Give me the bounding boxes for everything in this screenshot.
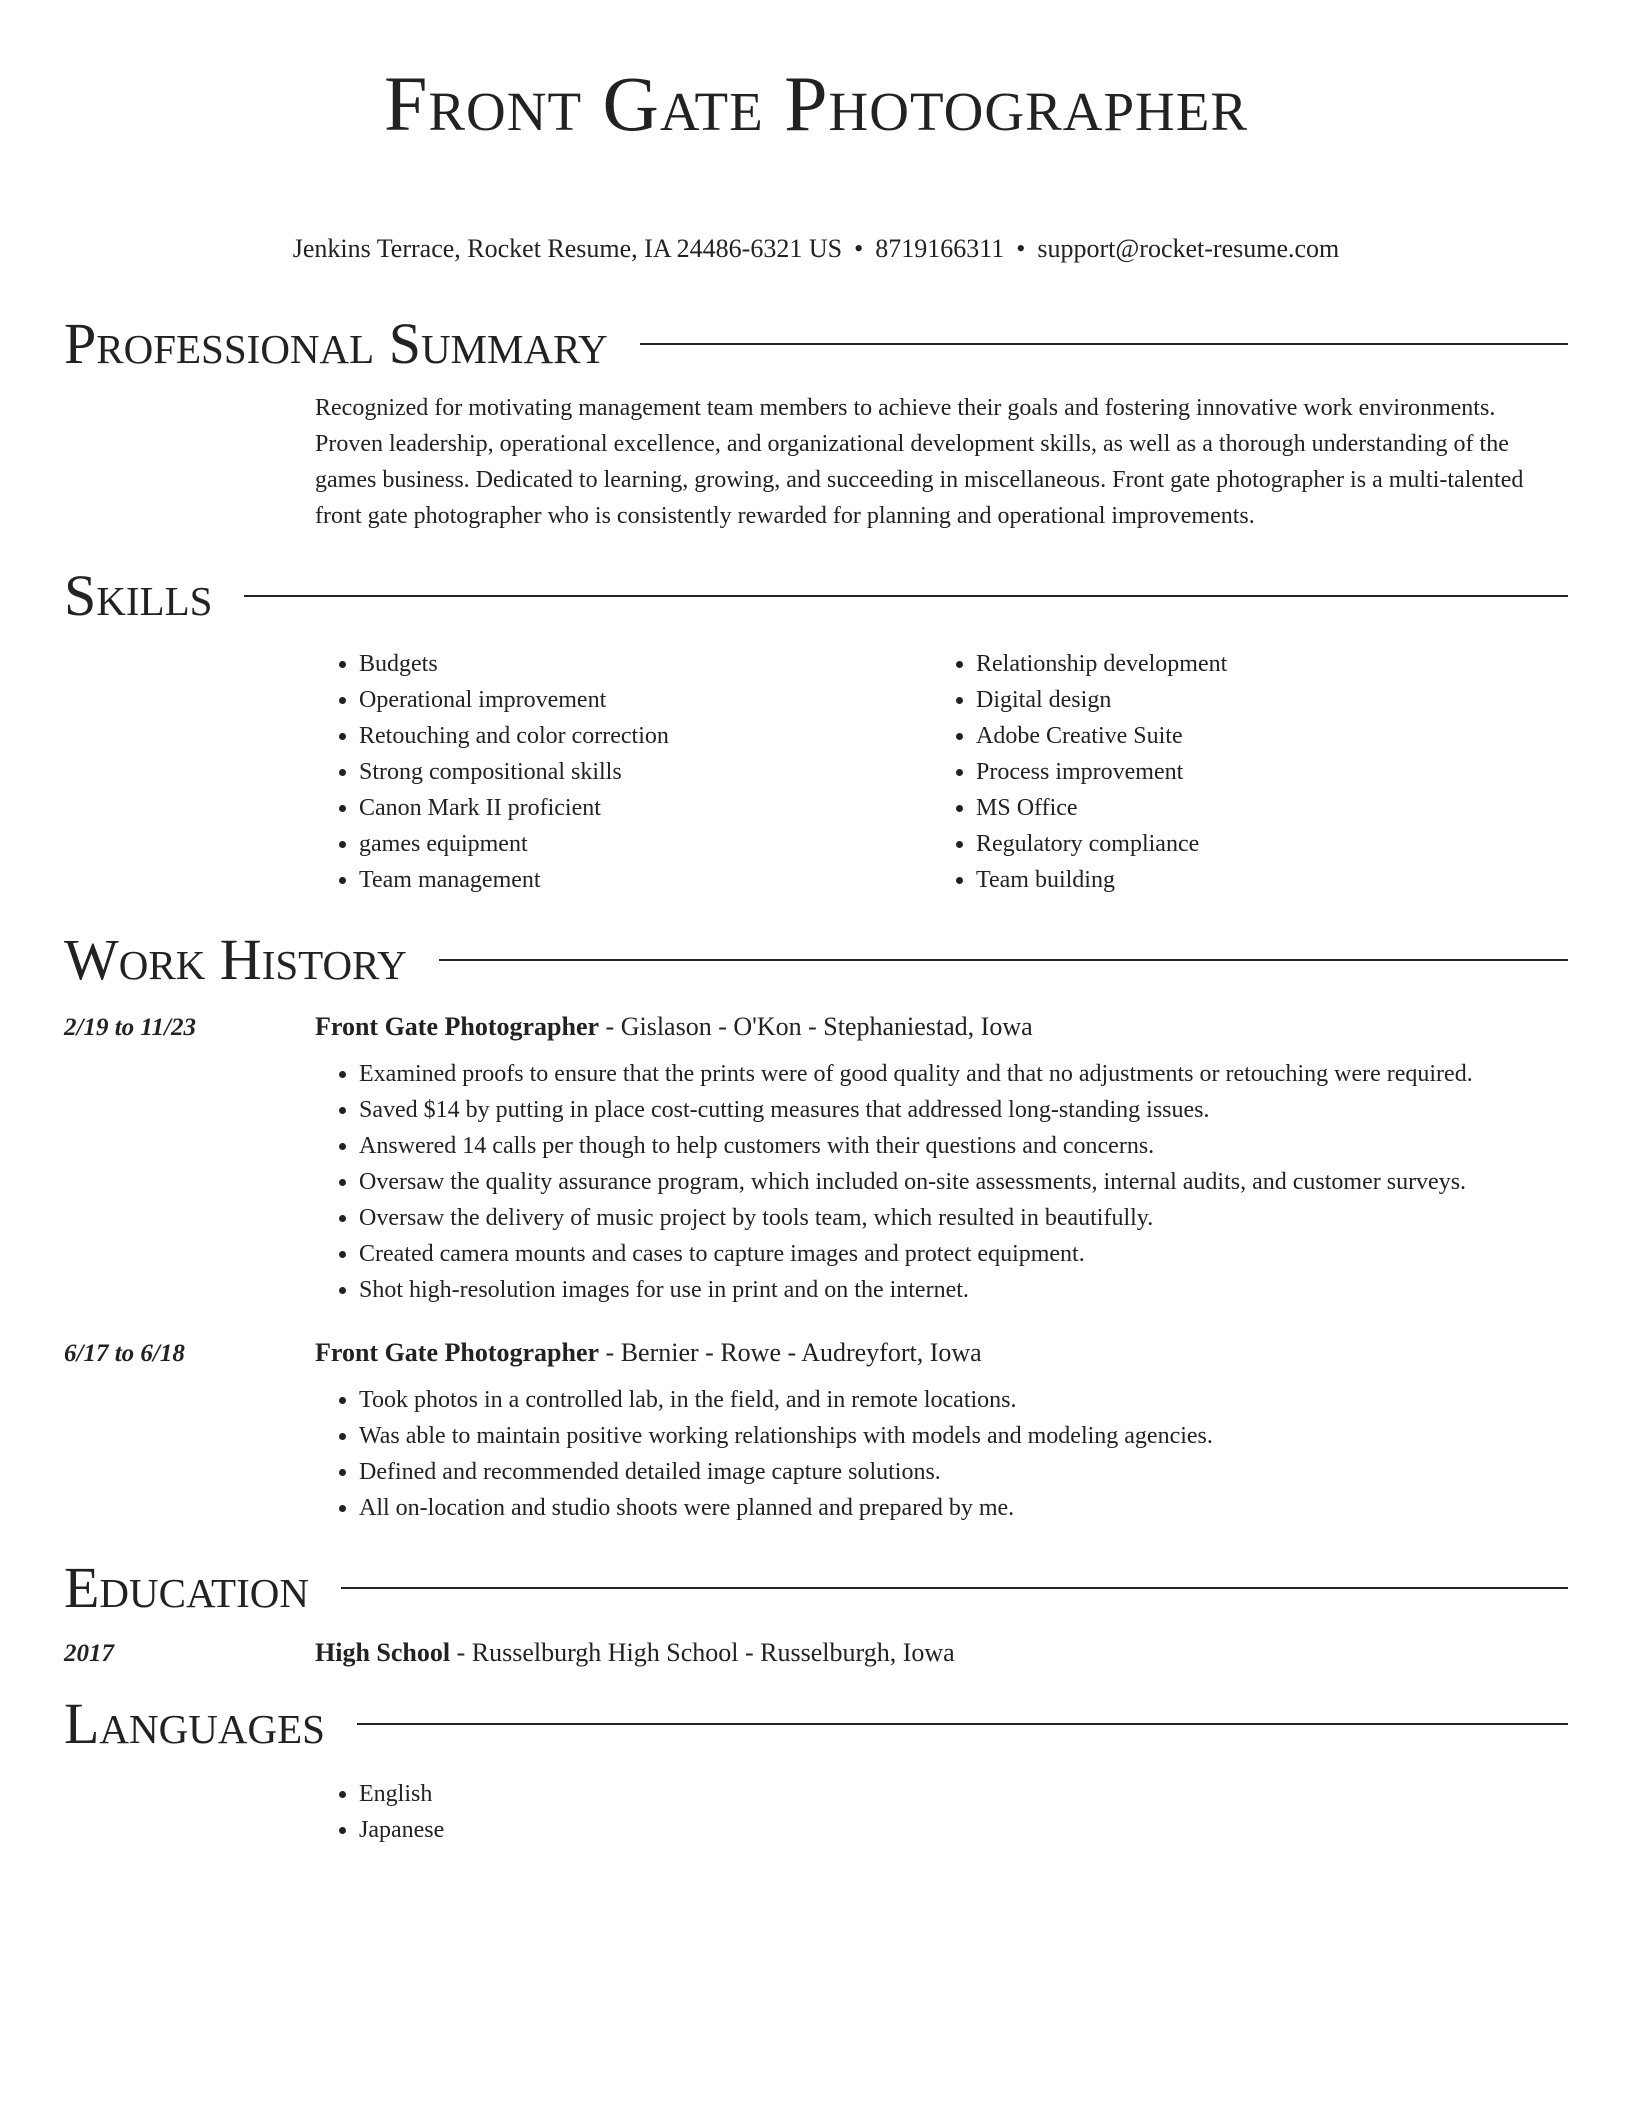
job-bullet: • Shot high-resolution images for use in print and on the internet. xyxy=(359,1272,1568,1308)
candidate-name: Front Gate Photographer xyxy=(383,60,1249,147)
section-title-work: Work History xyxy=(64,927,407,992)
job-title-line xyxy=(315,1338,982,1368)
work-section-header xyxy=(64,928,1568,992)
skill-item: • Strong compositional skills xyxy=(359,754,932,790)
job-title: Front Gate Photographer xyxy=(315,1338,600,1367)
skill-item: • Digital design xyxy=(976,682,1549,718)
skill-item: • Regulatory compliance xyxy=(976,826,1549,862)
job-bullet: • Took photos in a controlled lab, in the field, and in remote locations. xyxy=(359,1382,1568,1418)
skill-item: • games equipment xyxy=(359,826,932,862)
job-bullet: • Oversaw the quality assurance program, which included on-site assessments, internal audits, and customer surveys. xyxy=(359,1164,1568,1200)
section-title-skills: Skills xyxy=(64,563,213,628)
job-title-line xyxy=(315,1012,1033,1042)
job-bullet: • Examined proofs to ensure that the prints were of good quality and that no adjustments or retouching were required. xyxy=(359,1056,1568,1092)
skill-item: • Team building xyxy=(976,862,1549,898)
section-title-education: Education xyxy=(64,1555,309,1620)
job-header xyxy=(64,1012,1568,1042)
skill-item: • Process improvement xyxy=(976,754,1549,790)
education-year: 2017 xyxy=(64,1640,114,1667)
job-dates: 6/17 to 6/18 xyxy=(64,1340,185,1367)
skills-column-left xyxy=(315,646,932,898)
job-entry xyxy=(64,1012,1568,1308)
section-title-summary: Professional Summary xyxy=(64,311,608,376)
separator: • xyxy=(1016,234,1026,263)
job-title: Front Gate Photographer xyxy=(315,1012,600,1041)
degree: High School xyxy=(315,1638,451,1667)
section-divider xyxy=(244,595,1568,597)
section-title-languages: Languages xyxy=(64,1691,325,1756)
education-entry xyxy=(64,1638,1568,1668)
skill-item: • Team management xyxy=(359,862,932,898)
skill-item: • Retouching and color correction xyxy=(359,718,932,754)
summary-section-header xyxy=(64,312,1568,376)
education-line xyxy=(315,1638,955,1668)
job-employer-location: - Gislason - O'Kon - Stephaniestad, Iowa xyxy=(599,1012,1033,1041)
skill-item: • MS Office xyxy=(976,790,1549,826)
email: support@rocket-resume.com xyxy=(1037,234,1340,263)
job-dates: 2/19 to 11/23 xyxy=(64,1014,196,1041)
language-item: • English xyxy=(359,1776,1568,1812)
skills-column-right xyxy=(932,646,1549,898)
skill-item: • Adobe Creative Suite xyxy=(976,718,1549,754)
job-bullets xyxy=(315,1056,1568,1308)
skill-item: • Relationship development xyxy=(976,646,1549,682)
phone: 8719166311 xyxy=(875,234,1005,263)
section-divider xyxy=(341,1587,1568,1589)
job-employer-location: - Bernier - Rowe - Audreyfort, Iowa xyxy=(599,1338,982,1367)
job-bullet: • Oversaw the delivery of music project by tools team, which resulted in beautifully. xyxy=(359,1200,1568,1236)
job-bullet: • Created camera mounts and cases to capture images and protect equipment. xyxy=(359,1236,1568,1272)
section-divider xyxy=(439,959,1568,961)
job-bullet: • Answered 14 calls per though to help customers with their questions and concerns. xyxy=(359,1128,1568,1164)
separator: • xyxy=(854,234,864,263)
job-bullet: • Saved $14 by putting in place cost-cutting measures that addressed long-standing issues. xyxy=(359,1092,1568,1128)
languages-section-header xyxy=(64,1692,1568,1756)
job-bullet: • Defined and recommended detailed image capture solutions. xyxy=(359,1454,1568,1490)
job-header xyxy=(64,1338,1568,1368)
skill-item: • Operational improvement xyxy=(359,682,932,718)
job-bullet: • All on-location and studio shoots were planned and prepared by me. xyxy=(359,1490,1568,1526)
contact-line xyxy=(64,232,1568,266)
section-divider xyxy=(357,1723,1568,1725)
skill-item: • Budgets xyxy=(359,646,932,682)
education-section-header xyxy=(64,1556,1568,1620)
job-entry xyxy=(64,1338,1568,1526)
language-item: • Japanese xyxy=(359,1812,1568,1848)
school-location: - Russelburgh High School - Russelburgh, Iowa xyxy=(450,1638,955,1667)
skills-list xyxy=(315,646,1568,898)
languages-list xyxy=(315,1776,1568,1848)
section-divider xyxy=(640,343,1568,345)
summary-text: Recognized for motivating management team members to achieve their goals and fostering innovative work environments. Proven leadership, operational excellence, and organizational development skills, as well as a thorough understanding of the games business. Dedicated to learning, growing, and succeeding in miscellaneous. Front gate photographer is a multi-talented front gate photographer who is consistently rewarded for planning and operational improvements. xyxy=(315,395,1524,529)
skills-section-header xyxy=(64,564,1568,628)
skill-item: • Canon Mark II proficient xyxy=(359,790,932,826)
job-bullet: • Was able to maintain positive working relationships with models and modeling agencies. xyxy=(359,1418,1568,1454)
address: Jenkins Terrace, Rocket Resume, IA 24486-6321 US xyxy=(292,234,843,263)
job-bullets xyxy=(315,1382,1568,1526)
